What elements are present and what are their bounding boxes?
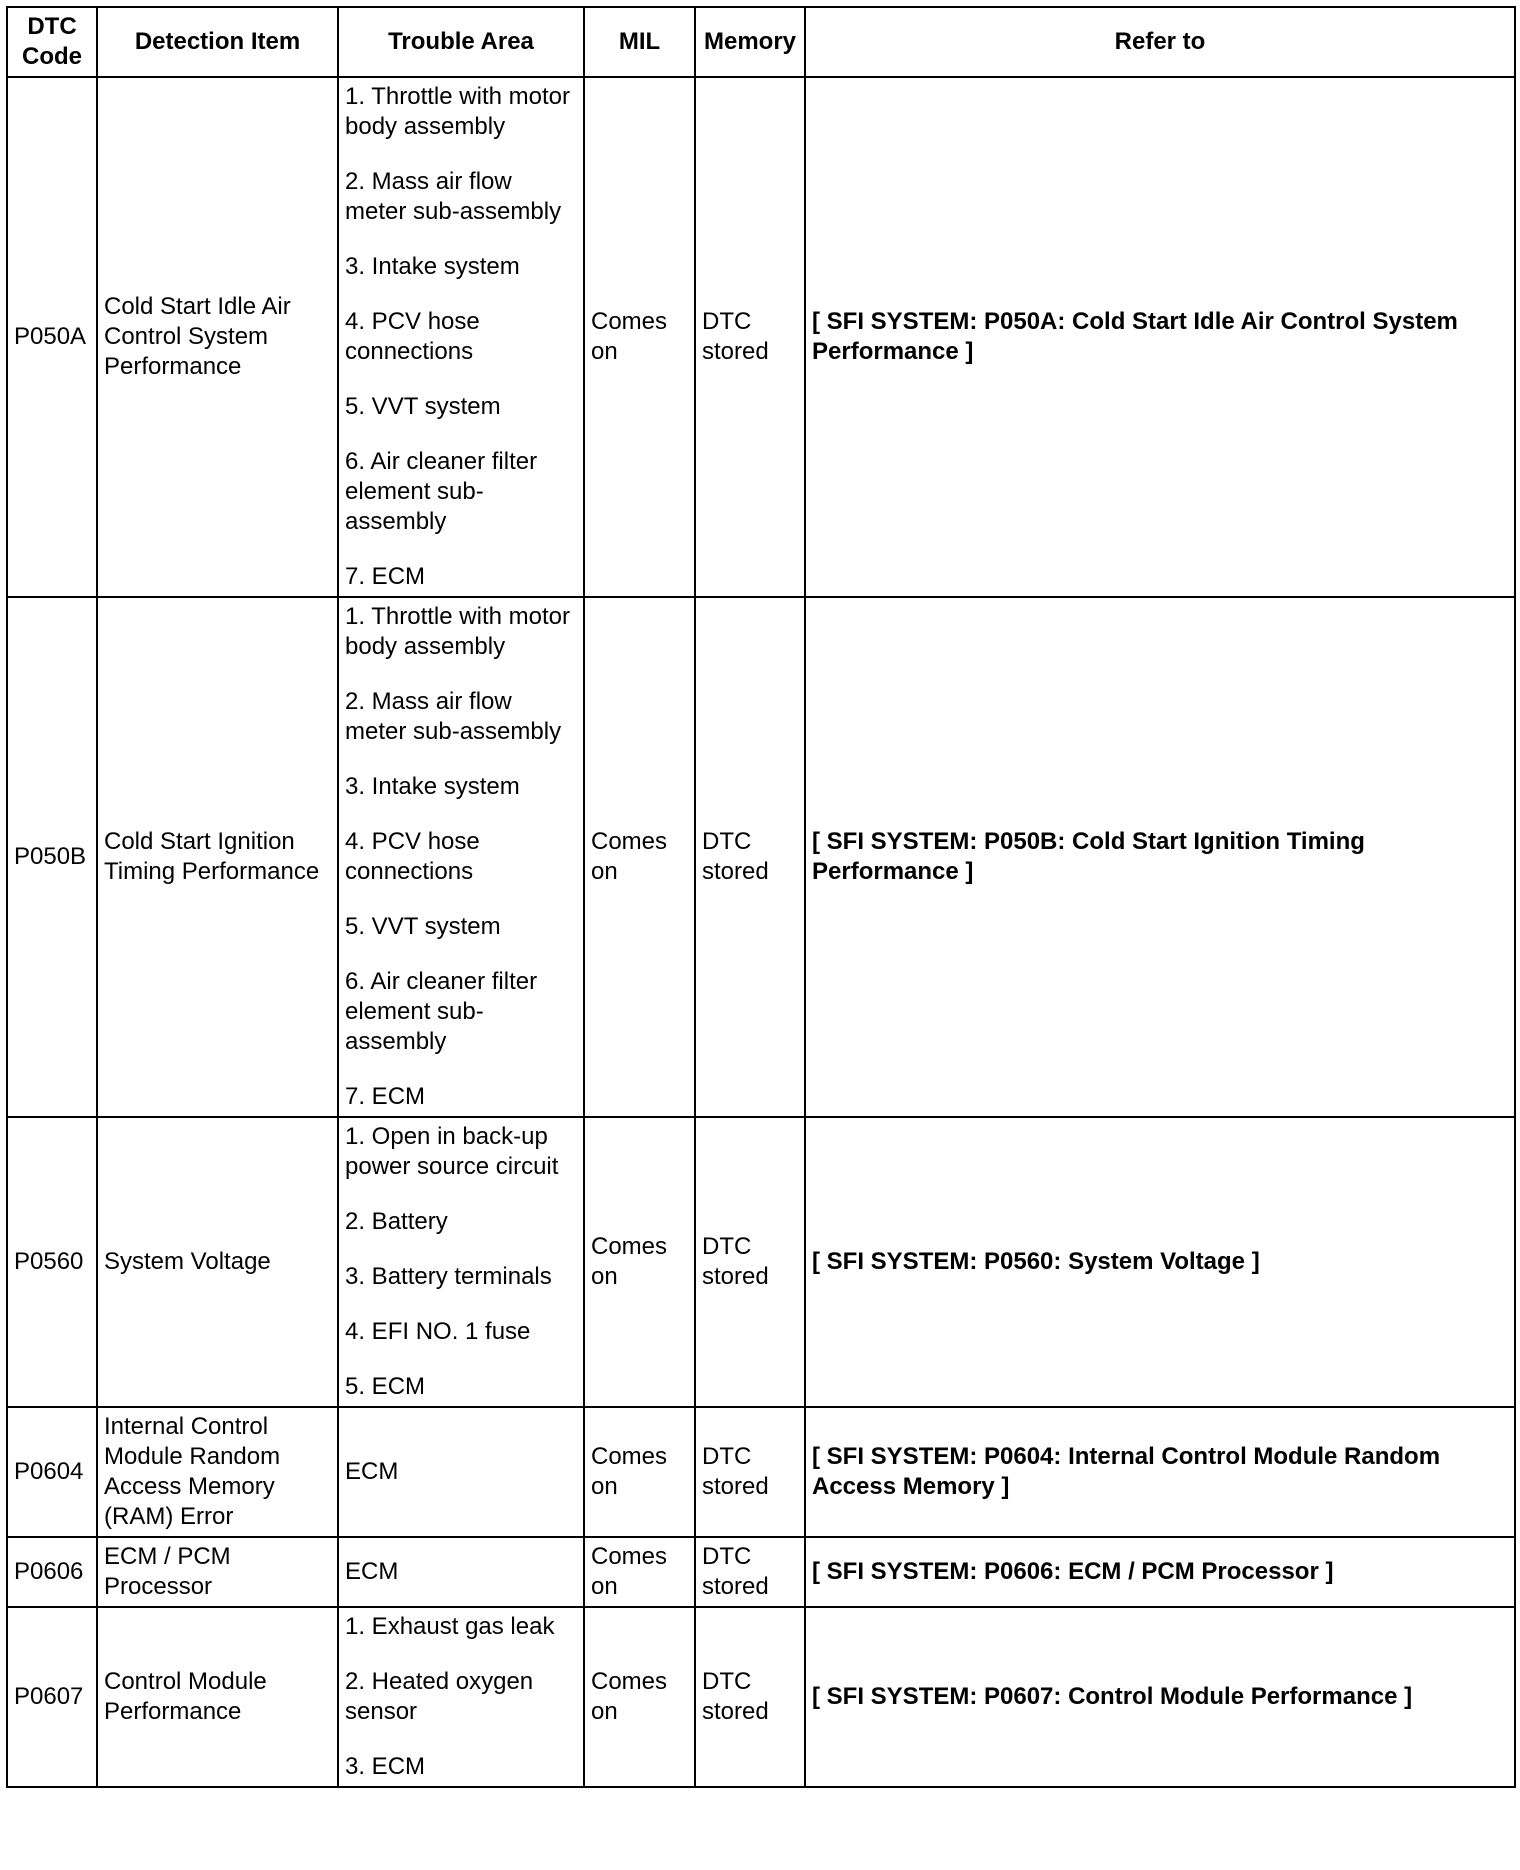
trouble-area-item: 6. Air cleaner filter element sub-assembly [345, 448, 538, 535]
mil-cell: Comes on [584, 597, 695, 1117]
memory-cell: DTC stored [695, 597, 805, 1117]
detection-item-cell: Cold Start Idle Air Control System Performance [97, 77, 338, 597]
trouble-area-list [345, 1122, 577, 1402]
detection-item-cell: Cold Start Ignition Timing Performance [97, 597, 338, 1117]
trouble-area-list [345, 1557, 577, 1587]
trouble-area-item: 2. Mass air flow meter sub-assembly [345, 688, 562, 745]
table-row [7, 77, 1515, 597]
header-dtc-code [7, 7, 97, 77]
table-row [7, 597, 1515, 1117]
mil-cell: Comes on [584, 1607, 695, 1787]
trouble-area-item: 5. VVT system [345, 393, 501, 420]
memory-cell: DTC stored [695, 1117, 805, 1407]
trouble-area-cell [338, 1537, 584, 1607]
trouble-area-cell [338, 597, 584, 1117]
dtc-code-cell: P0560 [7, 1117, 97, 1407]
header-memory: Memory [695, 7, 805, 77]
header-row [7, 7, 1515, 77]
table-row [7, 1537, 1515, 1607]
trouble-area-item: 7. ECM [345, 1083, 426, 1110]
header-refer-to: Refer to [805, 7, 1515, 77]
trouble-area-item: 5. ECM [345, 1373, 426, 1400]
trouble-area-item: 4. EFI NO. 1 fuse [345, 1318, 531, 1345]
mil-cell: Comes on [584, 1407, 695, 1537]
trouble-area-cell [338, 1607, 584, 1787]
mil-cell: Comes on [584, 77, 695, 597]
mil-cell: Comes on [584, 1537, 695, 1607]
refer-to-link[interactable]: [ SFI SYSTEM: P0606: ECM / PCM Processor ] [805, 1537, 1515, 1607]
table-row [7, 1407, 1515, 1537]
dtc-code-cell: P050A [7, 77, 97, 597]
refer-to-link[interactable]: [ SFI SYSTEM: P0560: System Voltage ] [805, 1117, 1515, 1407]
trouble-area-item: 4. PCV hose connections [345, 828, 480, 885]
dtc-code-cell: P0606 [7, 1537, 97, 1607]
trouble-area-item: 6. Air cleaner filter element sub-assembly [345, 968, 538, 1055]
header-dtc-code-line1: DTC [27, 13, 77, 40]
trouble-area-item: 1. Exhaust gas leak [345, 1613, 555, 1640]
detection-item-cell: System Voltage [97, 1117, 338, 1407]
trouble-area-cell [338, 77, 584, 597]
table-body [7, 77, 1515, 1787]
table-row [7, 1117, 1515, 1407]
dtc-code-cell: P0604 [7, 1407, 97, 1537]
trouble-area-item: 1. Open in back-up power source circuit [345, 1123, 559, 1180]
trouble-area-item: ECM [345, 1558, 399, 1585]
trouble-area-list [345, 82, 577, 592]
trouble-area-item: 3. Intake system [345, 773, 520, 800]
trouble-area-list [345, 1612, 577, 1782]
header-trouble-area: Trouble Area [338, 7, 584, 77]
refer-to-link[interactable]: [ SFI SYSTEM: P050B: Cold Start Ignition Timing Performance ] [805, 597, 1515, 1117]
dtc-code-cell: P0607 [7, 1607, 97, 1787]
trouble-area-item: 3. Battery terminals [345, 1263, 552, 1290]
memory-cell: DTC stored [695, 77, 805, 597]
dtc-code-cell: P050B [7, 597, 97, 1117]
trouble-area-cell [338, 1117, 584, 1407]
trouble-area-item: 2. Battery [345, 1208, 448, 1235]
detection-item-cell: ECM / PCM Processor [97, 1537, 338, 1607]
trouble-area-item: 3. Intake system [345, 253, 520, 280]
memory-cell: DTC stored [695, 1607, 805, 1787]
refer-to-link[interactable]: [ SFI SYSTEM: P050A: Cold Start Idle Air Control System Performance ] [805, 77, 1515, 597]
refer-to-link[interactable]: [ SFI SYSTEM: P0604: Internal Control Module Random Access Memory ] [805, 1407, 1515, 1537]
refer-to-link[interactable]: [ SFI SYSTEM: P0607: Control Module Performance ] [805, 1607, 1515, 1787]
detection-item-cell: Internal Control Module Random Access Memory (RAM) Error [97, 1407, 338, 1537]
trouble-area-cell [338, 1407, 584, 1537]
trouble-area-item: 7. ECM [345, 563, 426, 590]
table-row [7, 1607, 1515, 1787]
trouble-area-item: ECM [345, 1458, 399, 1485]
trouble-area-list [345, 602, 577, 1112]
trouble-area-item: 2. Heated oxygen sensor [345, 1668, 534, 1725]
trouble-area-item: 4. PCV hose connections [345, 308, 480, 365]
trouble-area-item: 1. Throttle with motor body assembly [345, 83, 570, 140]
memory-cell: DTC stored [695, 1407, 805, 1537]
trouble-area-item: 5. VVT system [345, 913, 501, 940]
header-detection-item: Detection Item [97, 7, 338, 77]
dtc-table [6, 6, 1516, 1788]
trouble-area-list [345, 1457, 577, 1487]
trouble-area-item: 3. ECM [345, 1753, 426, 1780]
trouble-area-item: 2. Mass air flow meter sub-assembly [345, 168, 562, 225]
header-dtc-code-line2: Code [22, 43, 82, 70]
mil-cell: Comes on [584, 1117, 695, 1407]
memory-cell: DTC stored [695, 1537, 805, 1607]
header-mil: MIL [584, 7, 695, 77]
trouble-area-item: 1. Throttle with motor body assembly [345, 603, 570, 660]
detection-item-cell: Control Module Performance [97, 1607, 338, 1787]
